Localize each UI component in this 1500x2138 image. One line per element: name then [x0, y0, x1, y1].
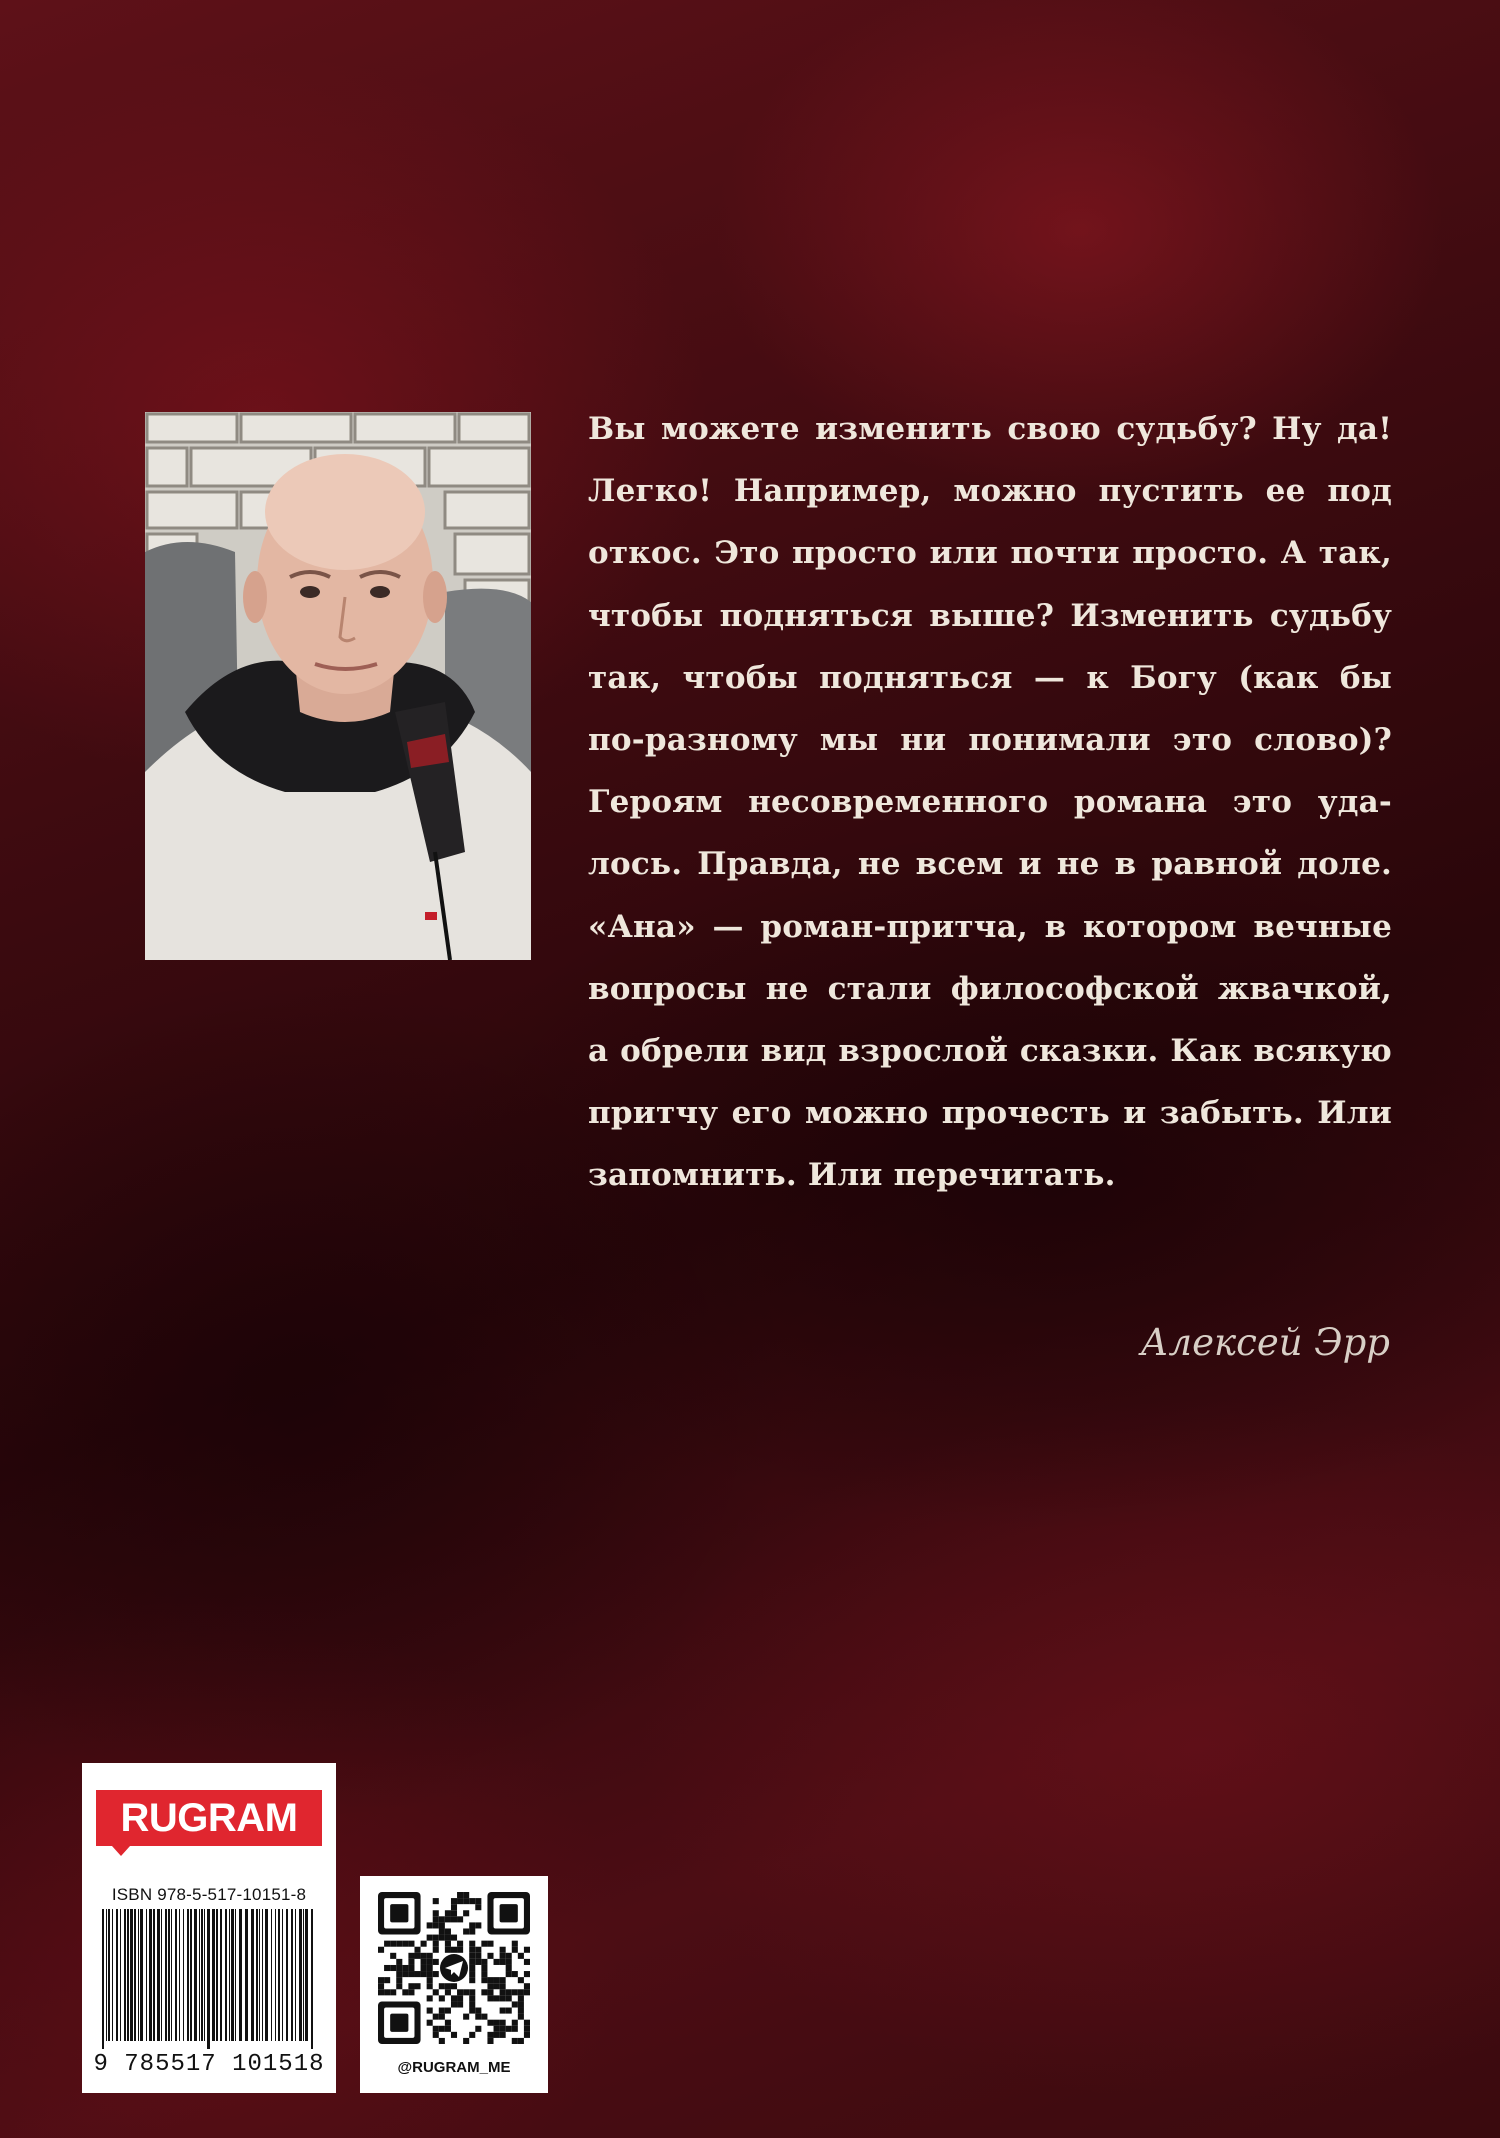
blurb-line: чтобы подняться выше? Изменить судьбу: [588, 597, 1392, 634]
blurb-line: вопросы не стали философской жвачкой,: [588, 970, 1392, 1007]
blurb-line: так, чтобы подняться — к Богу (как бы: [588, 659, 1392, 696]
book-blurb: [588, 398, 1392, 1207]
blurb-line: Легко! Например, можно пустить ее под: [588, 473, 1392, 510]
blurb-line: лось. Правда, не всем и не в равной доле.: [588, 846, 1392, 883]
publisher-logo: RUGRAM: [96, 1790, 322, 1846]
isbn-block: [82, 1763, 336, 2093]
isbn-number: ISBN 978-5-517-10151-8: [111, 1885, 307, 1904]
blurb-line: Вы можете изменить свою судьбу? Ну да!: [588, 411, 1392, 447]
blurb-line: а обрели вид взрослой сказки. Как всякую: [588, 1033, 1392, 1070]
barcode-icon: [102, 1909, 316, 2049]
ean-digits: 9 785517 101518: [93, 2051, 325, 2078]
blurb-line: откос. Это просто или почти просто. А так,: [588, 535, 1392, 572]
author-photo: [145, 412, 531, 960]
blurb-line: по-разному мы ни понимали это слово)?: [588, 722, 1392, 759]
author-signature: Алексей Эрр: [1140, 1321, 1390, 1364]
blurb-line: притчу его можно прочесть и забыть. Или: [588, 1095, 1392, 1132]
qr-block: [360, 1876, 548, 2093]
qr-code-icon: [378, 1892, 530, 2044]
blurb-line: запомнить. Или перечитать.: [588, 1157, 1116, 1194]
social-handle: @RUGRAM_ME: [397, 2059, 511, 2076]
blurb-line: Героям несовременного романа это уда-: [588, 784, 1392, 821]
blurb-line: «Ана» — роман-притча, в котором вечные: [588, 908, 1392, 945]
logo-tail: [112, 1846, 130, 1856]
